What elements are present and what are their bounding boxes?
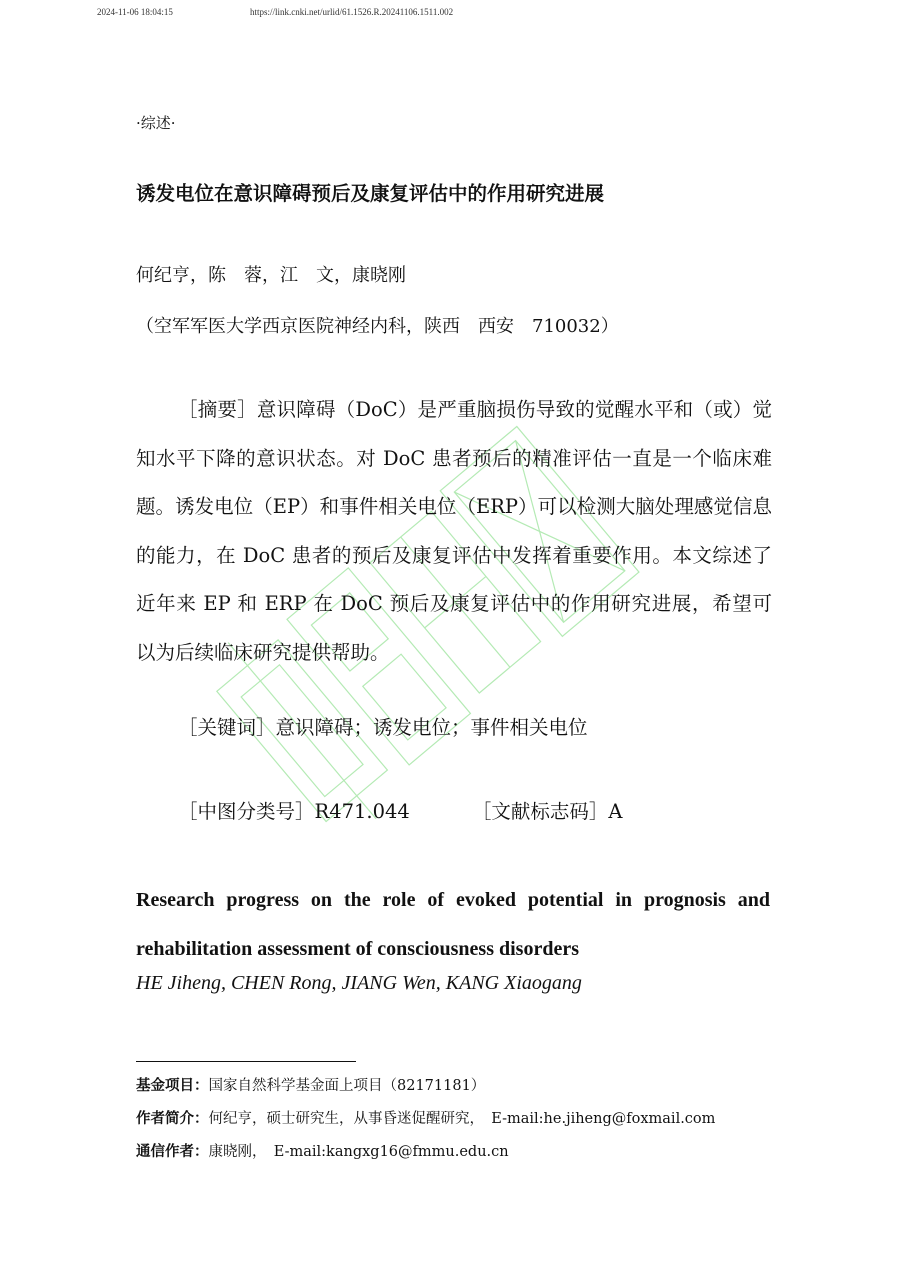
header-timestamp: 2024-11-06 18:04:15 xyxy=(97,7,173,17)
fund-text: 国家自然科学基金面上项目（82171181） xyxy=(208,1078,486,1094)
abstract-text: 意识障碍（DoC）是严重脑损伤导致的觉醒水平和（或）觉知水平下降的意识状态。对 DoC 患者预后的精准评估一直是一个临床难题。诱发电位（EP）和事件相关电位（ERP）可以检测大脑处理感觉信息的能力，在 DoC 患者的预后及康复评估中发挥着重要作用。本文综述了近年来 EP 和 ERP 在 DoC 预后及康复评估中的作用研究进展，希望可以为后续临床研究提供帮助。 xyxy=(136,398,772,664)
footnote-corresponding xyxy=(136,1140,509,1161)
section-tag: ·综述· xyxy=(136,114,176,132)
footnote-fund xyxy=(136,1074,485,1095)
affiliation: （空军军医大学西京医院神经内科，陕西 西安 710032） xyxy=(136,316,619,337)
authors: 何纪亨，陈 蓉，江 文，康晓刚 xyxy=(136,265,406,286)
abstract-label: ［摘要］ xyxy=(178,398,257,421)
doc-code-value: A xyxy=(608,800,623,823)
article-title: 诱发电位在意识障碍预后及康复评估中的作用研究进展 xyxy=(136,182,605,205)
keywords xyxy=(178,712,588,740)
corresponding-text: 康晓刚， E-mail:kangxg16@fmmu.edu.cn xyxy=(208,1144,509,1160)
footnote-author xyxy=(136,1107,715,1128)
author-bio-label: 作者简介： xyxy=(136,1111,209,1127)
footnote-divider xyxy=(136,1061,356,1062)
clc-label: ［中图分类号］ xyxy=(178,800,315,823)
header-url[interactable]: https://link.cnki.net/urlid/61.1526.R.20241106.1511.002 xyxy=(250,7,454,17)
english-authors: HE Jiheng, CHEN Rong, JIANG Wen, KANG Xiaogang xyxy=(136,972,582,994)
abstract xyxy=(136,386,772,677)
keywords-label: ［关键词］ xyxy=(178,716,276,739)
clc-value: R471.044 xyxy=(314,800,410,823)
keywords-text: 意识障碍；诱发电位；事件相关电位 xyxy=(275,716,588,739)
english-title: Research progress on the role of evoked potential in prognosis and rehabilitation assessment of consciousness disorders xyxy=(136,889,770,960)
doc-code-label: ［文献标志码］ xyxy=(471,800,609,823)
corresponding-label: 通信作者： xyxy=(136,1144,209,1160)
classification xyxy=(178,796,622,824)
fund-label: 基金项目： xyxy=(136,1078,209,1094)
author-bio-text: 何纪亨，硕士研究生，从事昏迷促醒研究， E-mail:he.jiheng@foxmail.com xyxy=(208,1111,716,1127)
